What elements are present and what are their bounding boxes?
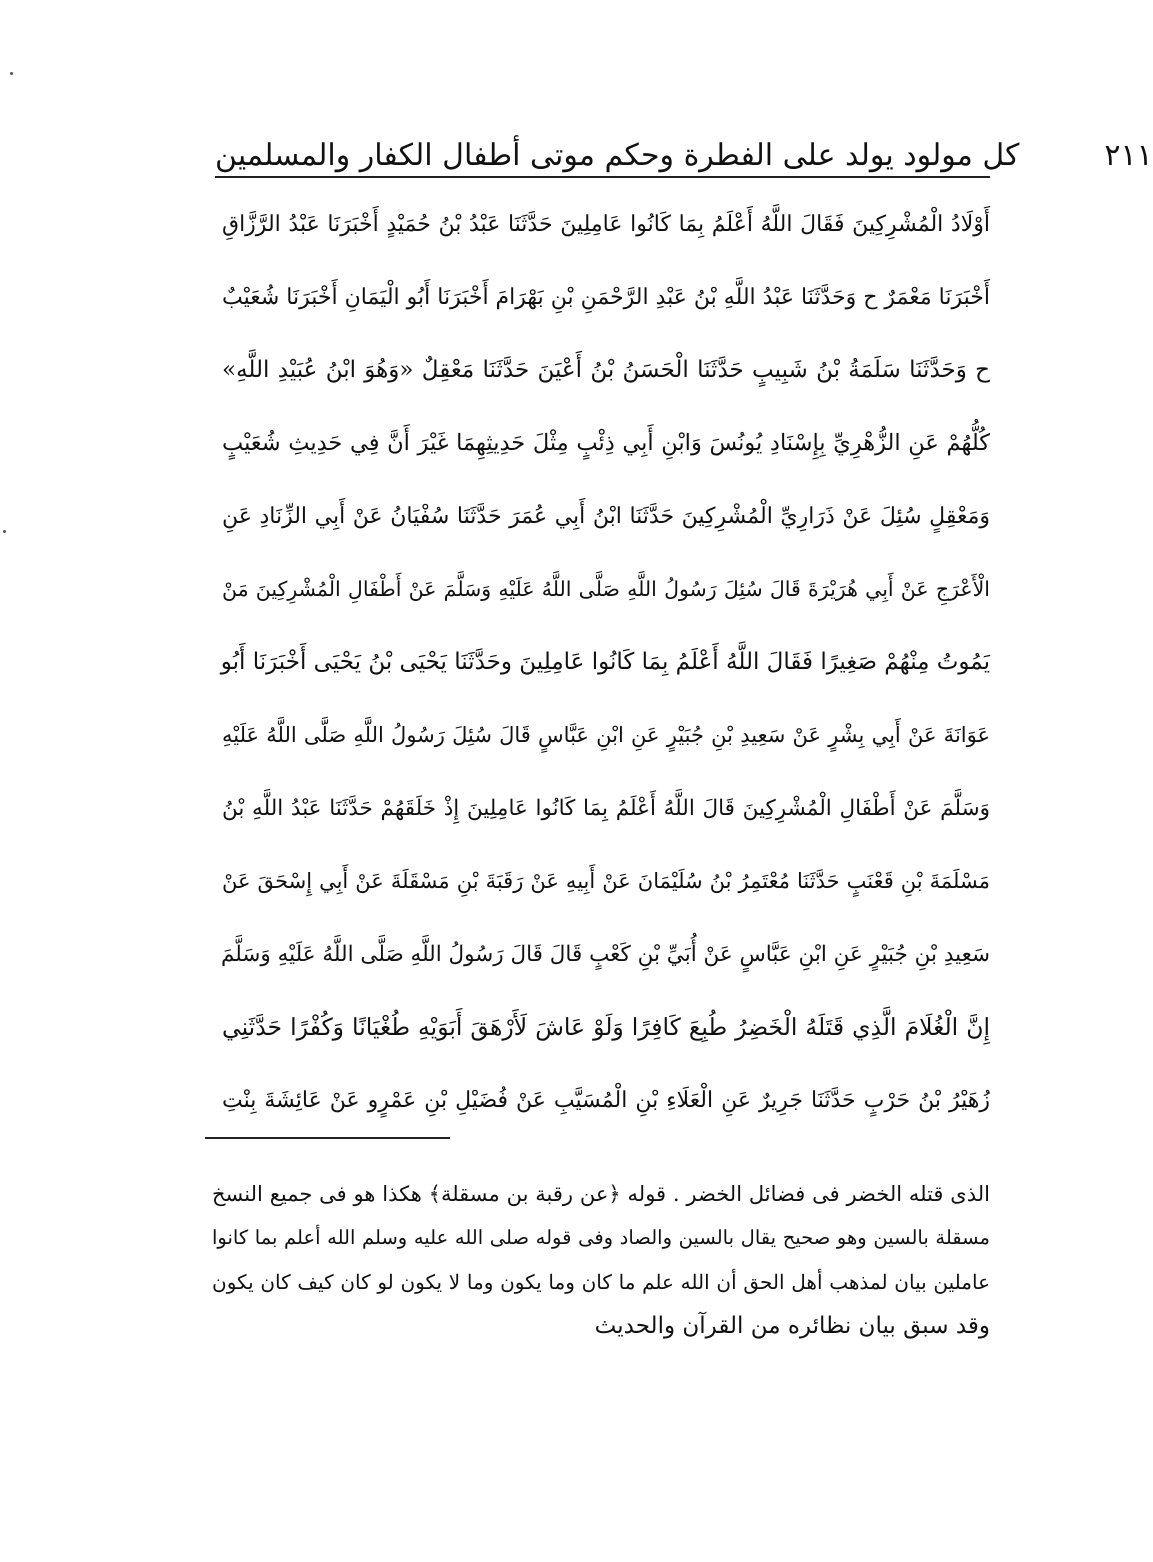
footnote-line: مسقلة بالسين وهو صحيح يقال بالسين والصاد وفى قوله صلى الله عليه وسلم الله أعلم بما كانوا — [212, 1226, 990, 1249]
text-line: عَوَانَةَ عَنْ أَبِي بِشْرٍ عَنْ سَعِيدِ بْنِ جُبَيْرٍ عَنِ ابْنِ عَبَّاسٍ قَالَ سُئِلَ رَسُولُ اللَّهِ صَلَّى اللَّهُ عَلَيْهِ — [222, 723, 990, 747]
footnote-block — [212, 1172, 990, 1348]
text-line: يَمُوتُ مِنْهُمْ صَغِيرًا فَقَالَ اللَّهُ أَعْلَمُ بِمَا كَانُوا عَامِلِينَ وحَدَّثَنَا يَحْيَى بْنُ يَحْيَى أَخْبَرَنَا أَبُو — [220, 649, 990, 675]
text-line: كُلُّهُمْ عَنِ الزُّهْرِيِّ بِإِسْنَادِ يُونُسَ وَابْنِ أَبِي ذِئْبٍ مِثْلَ حَدِيثِهِمَا غَيْرَ أَنَّ فِي حَدِيثِ شُعَيْبٍ — [222, 430, 990, 456]
text-line: سَعِيدِ بْنِ جُبَيْرٍ عَنِ ابْنِ عَبَّاسٍ عَنْ أُبَيِّ بْنِ كَعْبٍ قَالَ قَالَ رَسُولُ اللَّهِ صَلَّى اللَّهُ عَلَيْهِ وَسَلَّمَ — [220, 942, 990, 967]
text-line: ح وَحَدَّثَنَا سَلَمَةُ بْنُ شَبِيبٍ حَدَّثَنَا الْحَسَنُ بْنُ أَعْيَنَ حَدَّثَنَا مَعْقِلٌ «وَهُوَ ابْنُ عُبَيْدِ اللَّهِ» — [222, 357, 990, 383]
text-line: زُهَيْرُ بْنُ حَرْبٍ حَدَّثَنَا جَرِيرٌ عَنِ الْعَلَاءِ بْنِ الْمُسَيَّبِ عَنْ فُضَيْلِ بْنِ عَمْرٍو عَنْ عَائِشَةَ بِنْتِ — [222, 1088, 990, 1113]
scan-speck — [3, 530, 6, 533]
footnote-line: الذى قتله الخضر فى فضائل الخضر . قوله ﴿عن رقبة بن مسقلة﴾ هكذا هو فى جميع النسخ — [212, 1182, 990, 1206]
header-rule — [215, 176, 990, 178]
text-line: وَمَعْقِلٍ سُئِلَ عَنْ ذَرَارِيِّ الْمُشْرِكِينَ حَدَّثَنَا ابْنُ أَبِي عُمَرَ حَدَّثَنَا سُفْيَانُ عَنْ أَبِي الزِّنَادِ عَنِ — [222, 504, 990, 529]
hadith-text-block — [222, 188, 990, 1137]
text-line: أَخْبَرَنَا مَعْمَرٌ ح وَحَدَّثَنَا عَبْدُ اللَّهِ بْنُ عَبْدِ الرَّحْمَنِ بْنِ بَهْرَامَ أَخْبَرَنَا أَبُو الْيَمَانِ أَخْبَرَنَا شُعَيْبٌ — [222, 285, 990, 310]
text-line: وَسَلَّمَ عَنْ أَطْفَالِ الْمُشْرِكِينَ قَالَ اللَّهُ أَعْلَمُ بِمَا كَانُوا عَامِلِينَ إِذْ خَلَقَهُمْ حَدَّثَنَا عَبْدُ اللَّهِ بْنُ — [222, 796, 990, 821]
footnote-separator — [205, 1137, 450, 1139]
text-line: أَوْلَادُ الْمُشْرِكِينَ فَقَالَ اللَّهُ أَعْلَمُ بِمَا كَانُوا عَامِلِينَ حَدَّثَنَا عَبْدُ بْنُ حُمَيْدٍ أَخْبَرَنَا عَبْدُ الرَّزَّاقِ — [222, 212, 990, 237]
text-line: الْأَعْرَجِ عَنْ أَبِي هُرَيْرَةَ قَالَ سُئِلَ رَسُولُ اللَّهِ صَلَّى اللَّهُ عَلَيْهِ وَسَلَّمَ عَنْ أَطْفَالِ الْمُشْرِكِينَ مَنْ — [222, 577, 990, 601]
text-line: إِنَّ الْغُلَامَ الَّذِي قَتَلَهُ الْخَضِرُ طُبِعَ كَافِرًا وَلَوْ عَاشَ لَأَرْهَقَ أَبَوَيْهِ طُغْيَانًا وَكُفْرًا حَدَّثَنِي — [222, 1013, 990, 1041]
text-line: مَسْلَمَةَ بْنِ قَعْنَبٍ حَدَّثَنَا مُعْتَمِرُ بْنُ سُلَيْمَانَ عَنْ أَبِيهِ عَنْ رَقَبَةَ بْنِ مَسْقَلَةَ عَنْ أَبِي إِسْحَقَ عَنْ — [222, 869, 990, 893]
running-title: كل مولود يولد على الفطرة وحكم موتى أطفال الكفار والمسلمين — [215, 138, 1020, 173]
page-number: ٢١١ — [1104, 138, 1153, 173]
page-header — [215, 118, 1153, 174]
footnote-line: عاملين بيان لمذهب أهل الحق أن الله علم ما كان وما يكون وما لا يكون لو كان كيف كان يكون — [212, 1270, 990, 1294]
footnote-line: وقد سبق بيان نظائره من القرآن والحديث — [594, 1313, 990, 1339]
scan-speck — [10, 72, 13, 75]
